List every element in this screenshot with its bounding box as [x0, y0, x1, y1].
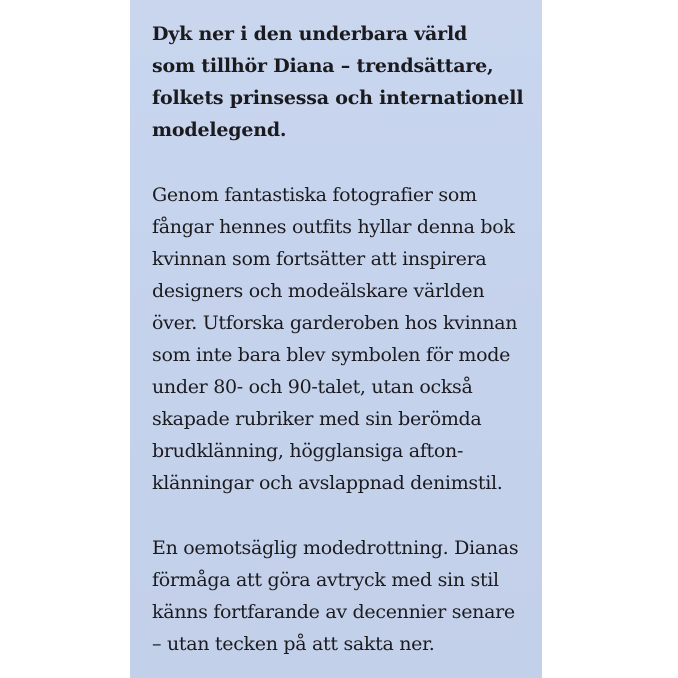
- intro-line: som tillhör Diana – trendsättare,: [152, 55, 494, 77]
- description-line: Genom fantastiska fotografier som: [152, 184, 477, 206]
- description-line: över. Utforska garderoben hos kvinnan: [152, 312, 518, 334]
- closing-paragraph: [152, 532, 532, 660]
- closing-line: känns fortfarande av decennier senare: [152, 601, 515, 623]
- closing-line: förmåga att göra avtryck med sin stil: [152, 569, 499, 591]
- paragraph-spacer: [152, 146, 532, 179]
- description-line: fångar hennes outfits hyllar denna bok: [152, 216, 515, 238]
- description-line: klänningar och avslappnad denimstil.: [152, 472, 503, 494]
- intro-line: modelegend.: [152, 119, 287, 141]
- description-line: kvinnan som fortsätter att inspirera: [152, 248, 487, 270]
- description-line: brudklänning, högglansiga afton-: [152, 440, 464, 462]
- closing-line: – utan tecken på att sakta ner.: [152, 633, 435, 655]
- description-line: designers och modeälskare världen: [152, 280, 485, 302]
- description-line: som inte bara blev symbolen för mode: [152, 344, 511, 366]
- intro-line: Dyk ner i den underbara värld: [152, 23, 468, 45]
- intro-line: folkets prinsessa och internationell: [152, 87, 524, 109]
- book-back-cover-panel: [130, 0, 542, 678]
- description-paragraph: [152, 179, 532, 499]
- closing-line: En oemotsäglig modedrottning. Dianas: [152, 537, 519, 559]
- cover-text: [152, 18, 532, 660]
- description-line: under 80- och 90-talet, utan också: [152, 376, 473, 398]
- description-line: skapade rubriker med sin berömda: [152, 408, 482, 430]
- paragraph-spacer: [152, 499, 532, 532]
- intro-paragraph: [152, 18, 532, 146]
